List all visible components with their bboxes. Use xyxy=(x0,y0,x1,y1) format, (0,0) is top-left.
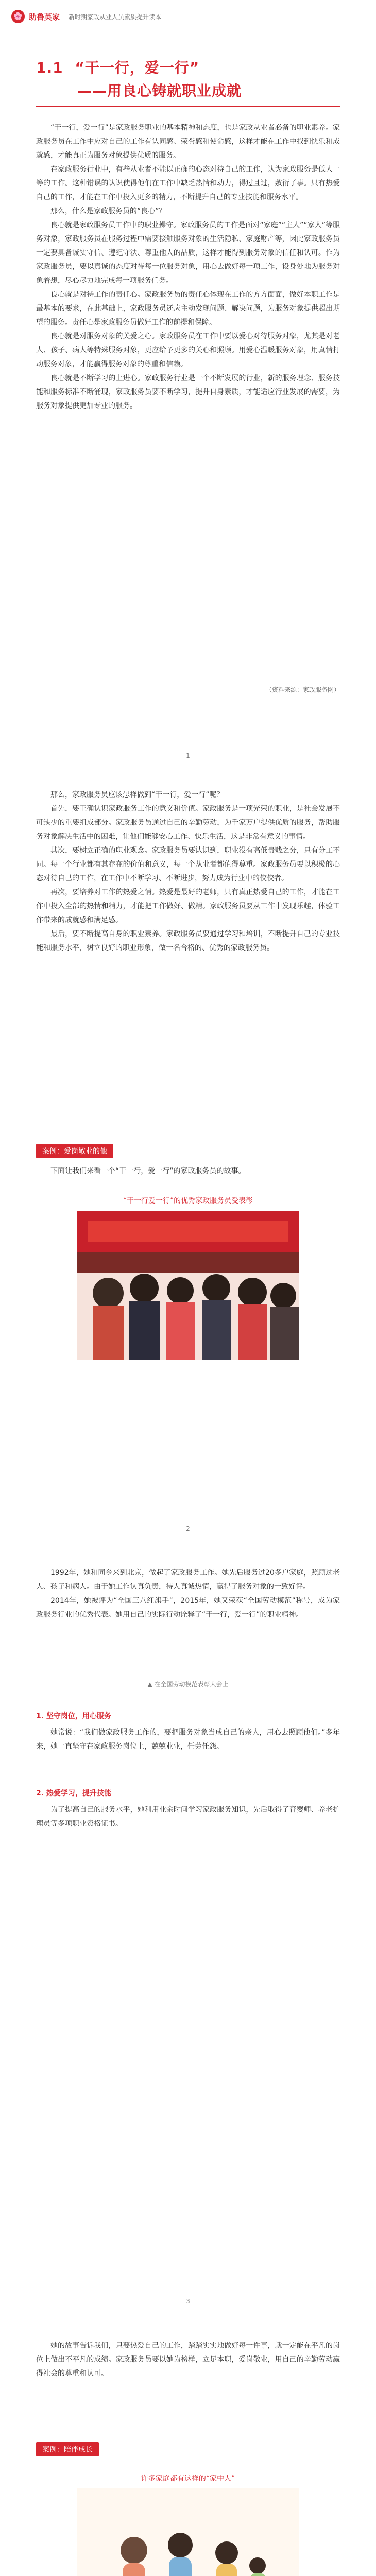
paragraph: 在家政服务行业中，有些从业者不能以正确的心态对待自己的工作，认为家政服务是低人一等的工作。这种错误的认识使得他们在工作中缺乏热情和动力，得过且过，敷衍了事。只有热爱自己的工作，才能在工作中投入更多的精力，不断提升自己的专业技能和服务水平。 xyxy=(36,165,340,201)
paragraph: 1992年，她和同乡来到北京，做起了家政服务工作。她先后服务过20多户家庭，照顾过老人、孩子和病人。由于她工作认真负责，待人真诚热情，赢得了服务对象的一致好评。 xyxy=(36,1569,340,1591)
page-number: 1 xyxy=(186,752,190,759)
paragraph: 2014年，她被评为“全国三八红旗手”，2015年，她又荣获“全国劳动模范”称号，成为家政服务行业的优秀代表。她用自己的实际行动诠释了“干一行，爱一行”的职业精神。 xyxy=(36,1597,340,1619)
paragraph: 再次，要培养对工作的热爱之情。热爱是最好的老师，只有真正热爱自己的工作，才能在工作中投入全部的热情和精力，才能把工作做好、做精。家政服务员要从工作中发现乐趣，体验工作带来的成就感和满足感。 xyxy=(36,888,340,924)
source-note: （资料来源：家政服务网） xyxy=(265,686,340,693)
paragraph: 良心就是对服务对象的关爱之心。家政服务员在工作中要以爱心对待服务对象，尤其是对老人、孩子、病人等特殊服务对象，更应给予更多的关心和照顾。用爱心温暖服务对象，用真情打动服务对象，才能赢得服务对象的尊重和信赖。 xyxy=(36,332,340,368)
paragraph: 她常说：“我们做家政服务工作的，要把服务对象当成自己的亲人，用心去照顾他们。”多年来，她一直坚守在家政服务岗位上，兢兢业业，任劳任怨。 xyxy=(36,1728,340,1751)
family-illustration-art xyxy=(77,2488,299,2576)
case-tag: 案例：爱岗敬业的他 xyxy=(36,1144,113,1158)
paragraph: 良心就是对待工作的责任心。家政服务员的责任心体现在工作的方方面面，做好本职工作是最基本的要求，在此基础上，家政服务员还应主动发现问题、解决问题，为服务对象提供超出期望的服务。责任心是家政服务员做好工作的前提和保障。 xyxy=(36,291,340,327)
illustration-caption: 许多家庭都有这样的“家中人” xyxy=(141,2475,235,2483)
page-number: 2 xyxy=(186,1525,190,1532)
award-photo-illustration xyxy=(77,1211,299,1360)
paragraph: 那么，什么是家政服务员的“良心”？ xyxy=(50,207,166,215)
paragraph: 其次，要树立正确的职业观念。家政服务员要认识到，职业没有高低贵贱之分，只有分工不同。每一个行业都有其存在的价值和意义，每一个从业者都值得尊重。家政服务员要以积极的心态对待自己的工作，在工作中不断学习、不断进步，努力成为行业中的佼佼者。 xyxy=(36,846,340,883)
family-illustration xyxy=(77,2488,299,2576)
photo-banner: “干一行爱一行”的优秀家政服务员受表彰 xyxy=(123,1197,253,1205)
page-header xyxy=(11,6,365,27)
paragraph: 那么，家政服务员应该怎样做到“干一行，爱一行”呢？ xyxy=(50,791,224,799)
page-4 xyxy=(0,2318,376,2576)
paragraph: 下面让我们来看一个“干一行，爱一行”的家政服务员的故事。 xyxy=(50,1167,246,1175)
header-subtitle: 新时期家政从业人员素质提升读本 xyxy=(69,13,162,21)
paragraph: “干一行，爱一行”是家政服务职业的基本精神和态度，也是家政从业者必备的职业素养。家政服务员在工作中应对自己的工作有认同感、荣誉感和使命感，这样才能在工作中找到快乐和成就感，才能真正为服务对象提供优质的服务。 xyxy=(36,124,340,160)
page-2 xyxy=(0,773,376,1546)
page-3 xyxy=(0,1546,376,2318)
section-title: “干一行，爱一行” xyxy=(75,59,200,76)
case-tag: 案例：陪伴成长 xyxy=(36,2442,99,2456)
photo-caption: ▲ 在全国劳动模范表彰大会上 xyxy=(147,1681,229,1688)
section-title-line2: ——用良心铸就职业成就 xyxy=(77,82,242,99)
paragraph: 首先，要正确认识家政服务工作的意义和价值。家政服务是一项光荣的职业，是社会发展不可缺少的重要组成部分。家政服务员通过自己的辛勤劳动，为千家万户提供优质的服务，帮助服务对象解决生活中的困难，让他们能够安心工作、快乐生活，这是非常有意义的事情。 xyxy=(36,805,340,841)
subhead-1: 1. 坚守岗位，用心服务 xyxy=(36,1712,111,1720)
page-number: 3 xyxy=(186,2298,190,2305)
subhead-2: 2. 热爱学习，提升技能 xyxy=(36,1789,111,1798)
paragraph: 为了提高自己的服务水平，她利用业余时间学习家政服务知识，先后取得了育婴师、养老护理员等多项职业资格证书。 xyxy=(36,1806,340,1828)
brand-name: 助鲁英家 xyxy=(29,12,60,22)
section-number: 1.1 xyxy=(36,59,63,76)
page-1 xyxy=(0,0,376,773)
page2-body xyxy=(36,788,340,955)
page1-body xyxy=(36,121,340,413)
section-title-line1 xyxy=(36,57,199,77)
award-photo xyxy=(77,1211,299,1360)
brand-logo: 🌸 xyxy=(11,10,25,23)
page3-body xyxy=(36,1566,340,1622)
paragraph: 良心就是不断学习的上进心。家政服务行业是一个不断发展的行业，新的服务理念、服务技能和服务标准不断涌现，家政服务员要不断学习，提升自身素质，才能适应行业发展的需要，为服务对象提供更加专业的服务。 xyxy=(36,374,340,410)
paragraph: 最后，要不断提高自身的职业素养。家政服务员要通过学习和培训，不断提升自己的专业技能和服务水平，树立良好的职业形象，做一名合格的、优秀的家政服务员。 xyxy=(36,930,340,952)
case-intro xyxy=(36,1164,340,1178)
paragraph: 她的故事告诉我们，只要热爱自己的工作，踏踏实实地做好每一件事，就一定能在平凡的岗位上做出不平凡的成绩。家政服务员要以她为榜样，立足本职，爱岗敬业，用自己的辛勤劳动赢得社会的尊重和认可。 xyxy=(36,2342,340,2378)
subhead-2-body xyxy=(36,1803,340,1831)
paragraph: 良心就是家政服务员工作中的职业操守。家政服务员的工作是面对“家庭”“主人”“家人”等服务对象，家政服务员在服务过程中需要接触服务对象的生活隐私、家庭财产等，因此家政服务员一定要具备诚实守信、遵纪守法、尊重他人的品质，这样才能得到服务对象的信任和认可。作为家政服务员，要以真诚的态度对待每一位服务对象，用心去做好每一项工作，设身处地为服务对象着想，尽心尽力地完成每一项服务任务。 xyxy=(36,221,340,285)
page4-body xyxy=(36,2339,340,2381)
subhead-1-body xyxy=(36,1726,340,1754)
title-underline xyxy=(36,106,340,107)
